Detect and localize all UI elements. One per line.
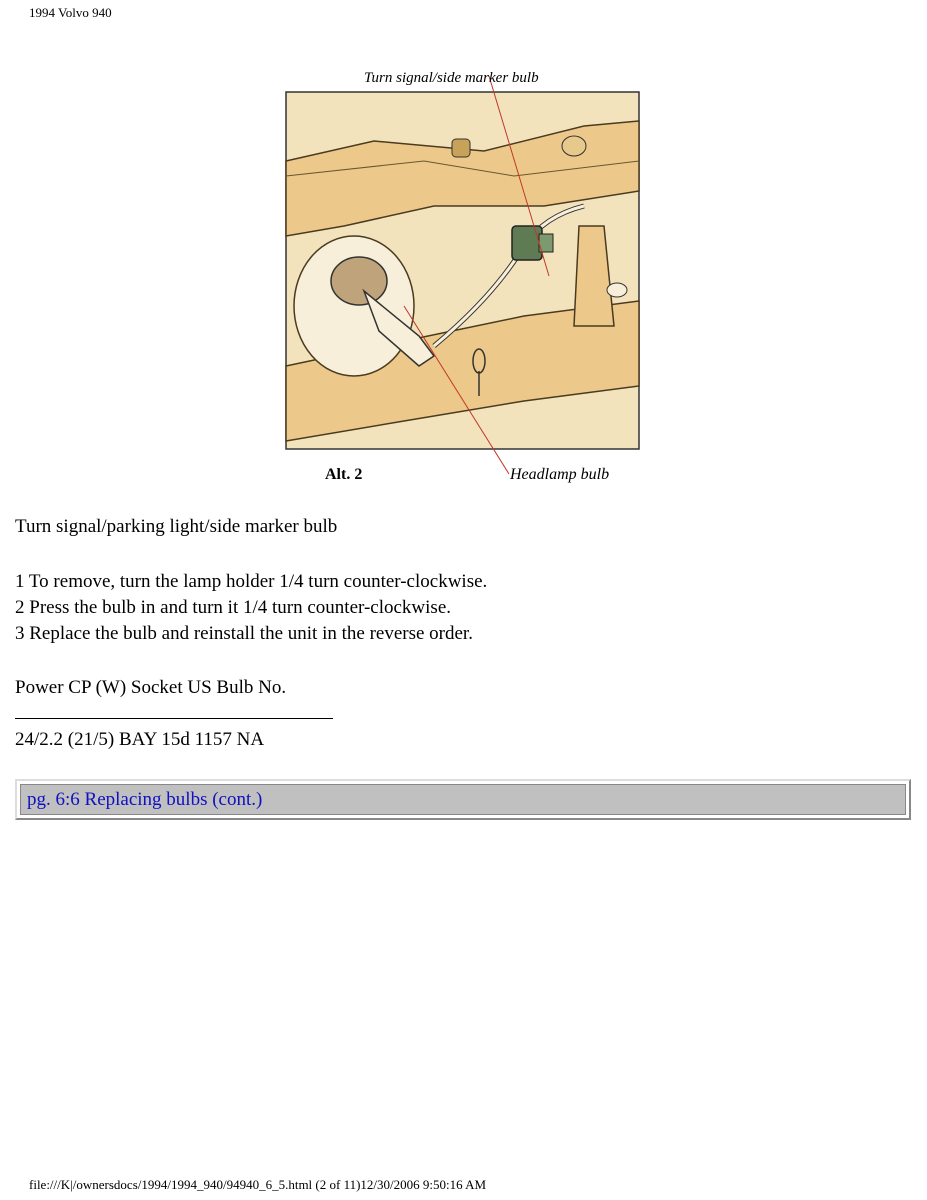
section-title: Turn signal/parking light/side marker bulb xyxy=(15,516,338,537)
spec-divider xyxy=(15,718,333,719)
nav-box xyxy=(15,779,911,820)
footer-file-path: file:///K|/ownersdocs/1994/1994_940/94940_6_5.html (2 of 11)12/30/2006 9:50:16 AM xyxy=(29,1177,487,1192)
figure-label-headlamp: Headlamp bulb xyxy=(510,466,610,483)
page-header-title: 1994 Volvo 940 xyxy=(29,5,112,20)
step-2: 2 Press the bulb in and turn it 1/4 turn counter-clockwise. xyxy=(15,597,452,618)
spec-header-row: Power CP (W) Socket US Bulb No. xyxy=(15,677,287,698)
engine-bay-drawing xyxy=(284,66,644,491)
figure-label-turn-signal: Turn signal/side marker bulb xyxy=(364,70,539,86)
step-1: 1 To remove, turn the lamp holder 1/4 turn counter-clockwise. xyxy=(15,571,488,592)
figure-label-alt: Alt. 2 xyxy=(325,466,363,483)
bulb-illustration xyxy=(284,66,644,491)
nav-box-inner xyxy=(20,784,906,815)
step-3: 3 Replace the bulb and reinstall the unit in the reverse order. xyxy=(15,623,473,644)
next-page-link[interactable]: pg. 6:6 Replacing bulbs (cont.) xyxy=(27,789,263,810)
spec-value-row: 24/2.2 (21/5) BAY 15d 1157 NA xyxy=(15,729,265,750)
